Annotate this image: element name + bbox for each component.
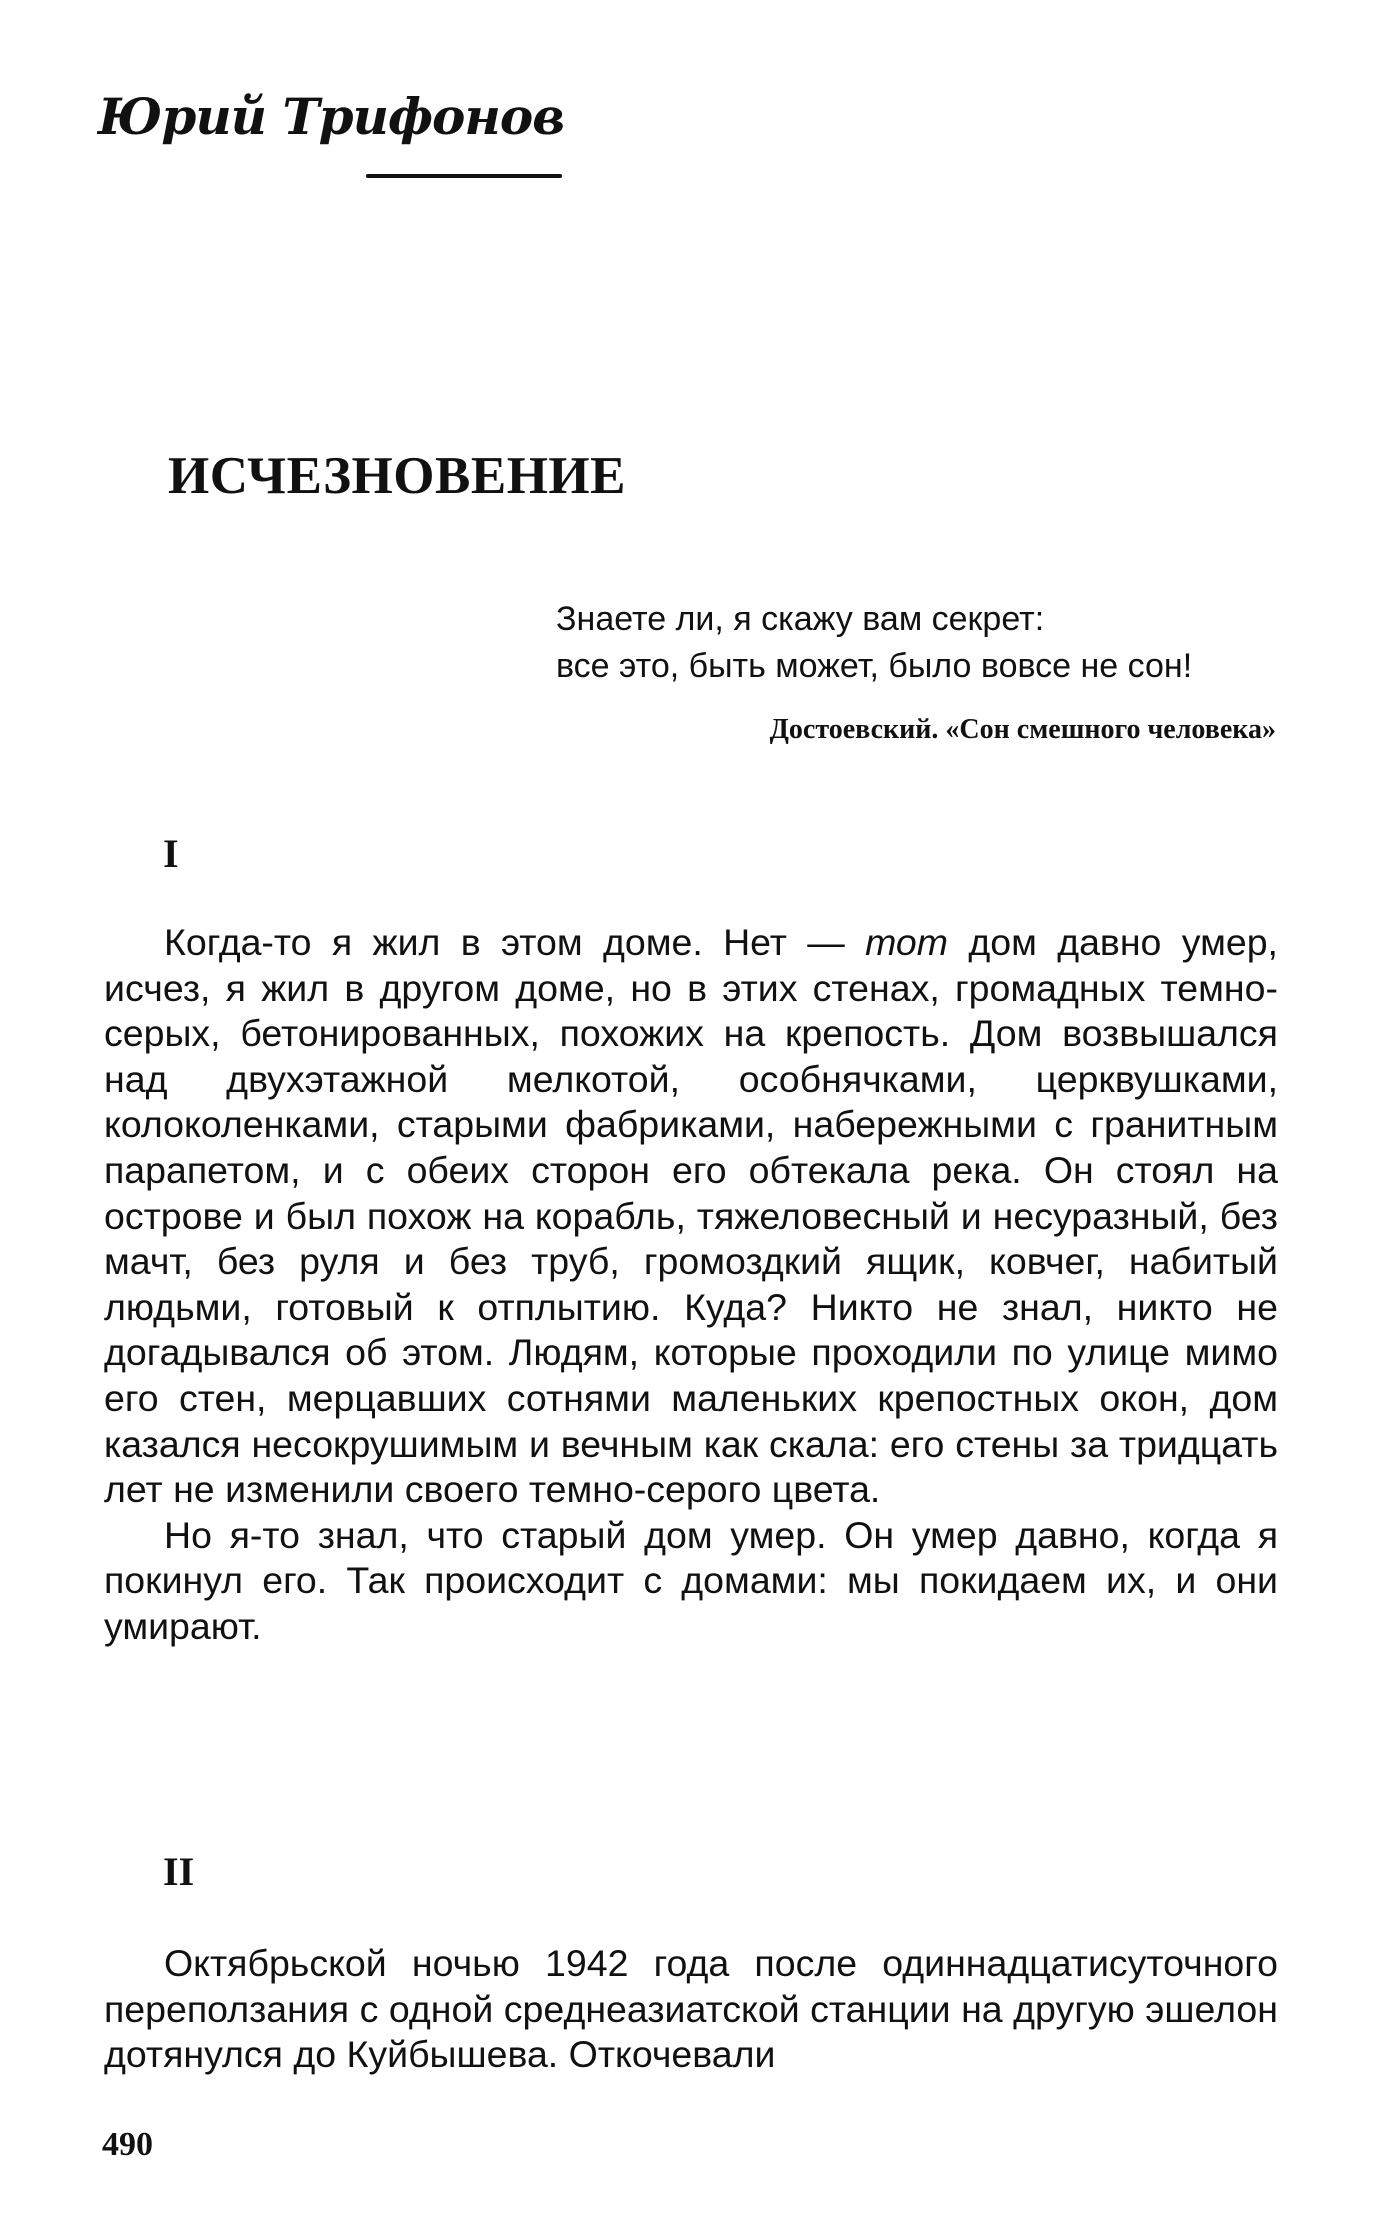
story-title: ИСЧЕЗНОВЕНИЕ [168,447,627,505]
section-number-1: I [163,831,179,876]
section-1-text [104,920,1278,1650]
epigraph-source: Достоевский. «Сон смешного человека» [769,714,1276,745]
paragraph: Но я-то знал, что старый дом умер. Он умер давно, когда я покинул его. Так происходит с домами: мы покидаем их, и они умирают. [104,1513,1278,1647]
paragraph [104,920,1278,1513]
epigraph [556,596,1276,690]
paragraph-text: Когда-то я жил в этом доме. Нет — [164,921,866,963]
section-2-text [104,1941,1278,2078]
author-signature: Юрий Трифонов [98,87,565,146]
paragraph: Октябрьской ночью 1942 года после одиннадцатисуточного переползания с одной среднеазиатской станции на другую эшелон дотянулся до Куйбышева. Откочевали [104,1942,1278,2076]
page-number: 490 [102,2126,153,2163]
paragraph-text: дом давно умер, исчез, я жил в другом доме, но в этих стенах, громадных темно-серых, бетонированных, похожих на крепость. Дом возвышался над двухэтажной мелкотой, особнячками, церквушками, колоколенками, старыми фабриками, набережными с гранитным парапетом, и с обеих сторон его обтекала река. Он стоял на острове и был похож на корабль, тяжеловесный и несуразный, без мачт, без руля и без труб, громоздкий ящик, ковчег, набитый людьми, готовый к отплытию. Куда? Никто не знал, никто не догадывался об этом. Людям, которые проходили по улице мимо его стен, мерцавших сотнями маленьких крепостных окон, дом казался несокрушимым и вечным как скала: его стены за тридцать лет не изменили своего темно-серого цвета. [104,921,1278,1511]
section-number-2: II [163,1849,195,1894]
epigraph-line: Знаете ли, я скажу вам секрет: [556,600,1045,638]
signature-underline [366,174,562,178]
epigraph-line: все это, быть может, было вовсе не сон! [556,647,1193,685]
emphasized-word: тот [865,921,949,963]
